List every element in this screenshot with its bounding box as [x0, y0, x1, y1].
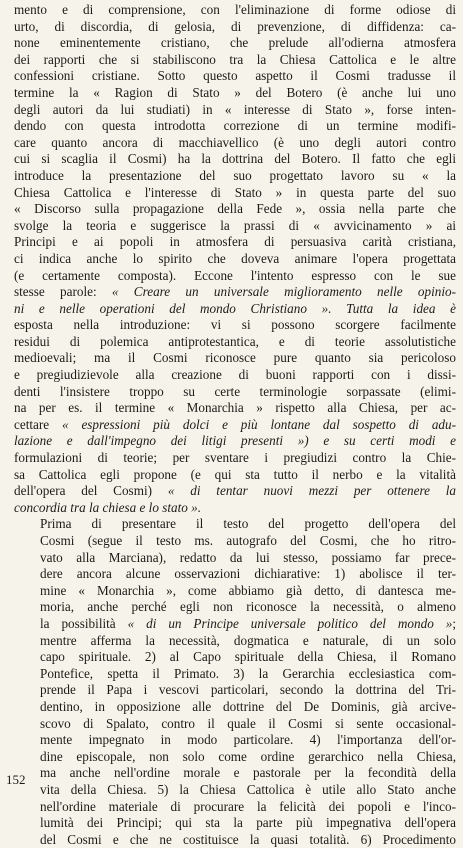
text-line: scovo di Spalato, contro il quale il Cosmi si sente occasional- — [40, 715, 456, 731]
paragraph-1 — [14, 2, 456, 516]
quote-italic: « di un Principe universale politico del mondo » — [127, 615, 453, 631]
text-line: e pregiudizievole alla creazione di buoni rapporti con i dissi- — [14, 367, 456, 383]
text-fragment: la possibilità — [40, 615, 116, 631]
text-line — [14, 284, 456, 301]
text-line: Principi e ai popoli in atmosfera di persuasiva carità cristiana, — [14, 234, 456, 250]
text-line: cui si scaglia il Cosmi) ha la dottrina del Botero. Il fatto che egli — [14, 151, 456, 167]
text-line: mentre afferma la necessità, dogmatica e naturale, di un solo — [40, 632, 456, 648]
text-line: mente impegnato in modo particolare. 4) l'importanza dell'or- — [40, 732, 456, 748]
text-line: svolge la teoria e suggerisce la prassi di « avvicinamento » ai — [14, 217, 456, 233]
text-line: mine « Monarchia », come abbiamo già detto, di dantesca me- — [40, 582, 456, 598]
text-line — [14, 500, 456, 517]
quote-italic: concordia tra la chiesa e lo stato ». — [14, 499, 202, 515]
quote-italic: lazione e dall'impegno dei litigi presenti ») e su certi modi e — [14, 433, 456, 449]
text-line — [14, 483, 456, 500]
paragraph-2 — [14, 516, 456, 848]
quote-italic: « di tentar nuovi mezzi per ottenere la — [167, 483, 456, 499]
text-line: mento e di comprensione, con l'eliminazione di forme odiose di — [14, 2, 456, 17]
text-line: sa Cattolica egli propone (e qui sta tutto il nerbo e la vitalità — [14, 466, 456, 482]
text-fragment: cettare — [14, 416, 50, 432]
text-line: vato alla Marciana), redatto da lui stesso, possiamo far prece- — [40, 549, 456, 565]
quote-italic: ni e nelle operationi del mondo Christiano ». Tutta la idea è — [14, 300, 456, 316]
text-fragment: stesse parole: — [14, 284, 97, 300]
page-number: 152 — [6, 772, 26, 787]
body-text — [14, 2, 456, 848]
text-line: la possibilità « di un Principe universale politico del mondo »; — [40, 615, 456, 631]
text-line: Cosmi (segue il testo ms. autografo del Cosmi, che ho ritro- — [40, 533, 456, 548]
text-line: dere ancora alcune osservazioni dichiarative: 1) abolisce il ter- — [40, 566, 456, 582]
text-line: moria, anche perché egli non riconosce la necessità, o almeno — [40, 599, 456, 615]
text-line: Chiesa Cattolica e l'interesse di Stato » in questa parte del suo — [14, 184, 456, 200]
text-line: confessioni cristiane. Sotto questo aspetto il Cosmi tradusse il — [14, 68, 456, 84]
text-line: degli autori da lui studiati) in « interesse di Stato », forse inten- — [14, 101, 456, 117]
text-line: Pontefice, spetta il Primato. 3) la Gerarchia ecclesiastica com- — [40, 665, 456, 681]
text-line — [14, 301, 456, 318]
text-line: nell'ordine materiale di procurare la felicità dei popoli e l'inco- — [40, 798, 456, 814]
text-line: formulazioni di teorie; per sventare i pregiudizi contro la Chie- — [14, 450, 456, 466]
text-line — [14, 433, 456, 450]
text-line: introduce la presentazione del suo progettato lavoro su « la — [14, 167, 456, 183]
quote-italic: « espressioni più dolci e più lontane dal sospetto di adu- — [62, 416, 456, 432]
text-line: care quanto ancora di macchiavellico (è uno degli autori contro — [14, 134, 456, 150]
text-line — [14, 417, 456, 434]
text-line: dine episcopale, non solo come ordine gerarchico nella Chiesa, — [40, 748, 456, 764]
text-line: vita della Chiesa. 5) la Chiesa Cattolica è utile allo Stato anche — [40, 781, 456, 797]
text-line: (e certamente composta). Eccone l'intento espresso con le sue — [14, 267, 456, 283]
text-line: termine la « Ragion di Stato » del Botero (è anche lui uno — [14, 84, 456, 100]
text-line: dentino, in opposizione alle dottrine del De Dominis, già arcive- — [40, 698, 456, 714]
text-line: dendo con questa introdotta correzione di un termine modifi- — [14, 118, 456, 134]
text-line: « Discorso sulla propagazione della Fede », ossia nella parte che — [14, 201, 456, 217]
text-line: prende il Papa i vescovi particolari, secondo la dottrina del Tri- — [40, 682, 456, 698]
text-line: urto, di discordia, di gelosia, di prevenzione, di diffidenza: ca- — [14, 18, 456, 34]
text-line: na per es. il termine « Monarchia » rispetto alla Chiesa, per ac- — [14, 400, 456, 416]
text-fragment: dell'opera del Cosmi) — [14, 483, 153, 499]
text-line: capo spirituale. 2) al Capo spirituale della Chiesa, il Romano — [40, 649, 456, 665]
text-line: denti l'insistere troppo su certe terminologie sorpassate (elimi- — [14, 383, 456, 399]
text-line: Prima di presentare il testo del progetto dell'opera del — [40, 516, 456, 532]
text-line: medioevali; ma il Cosmi riconosce pure quanto sia pericoloso — [14, 350, 456, 366]
text-line: del Cosmi e che ne costituisce la quasi totalità. 6) Procedimento — [40, 831, 456, 847]
text-line: residui di polemica antiprotestantica, e di teorie assolutistiche — [14, 333, 456, 349]
text-line: none eminentemente cristiano, che prelude all'odierna atmosfera — [14, 35, 456, 51]
text-line: dei rapporti che si stabiliscono tra la Chiesa Cattolica e le altre — [14, 51, 456, 67]
text-line: lumità dei Principi; qui sta la parte più impegnativa dell'opera — [40, 815, 456, 831]
text-line: esposta nella introduzione: vi si possono scorgere facilmente — [14, 317, 456, 333]
text-line: ma anche nell'ordine morale e pastorale per la fecondità della — [40, 765, 456, 781]
quote-italic: « Creare un universale miglioramento nelle opinio- — [111, 284, 456, 300]
text-line: ci indica anche lo spirito che doveva animare l'opera progettata — [14, 250, 456, 266]
